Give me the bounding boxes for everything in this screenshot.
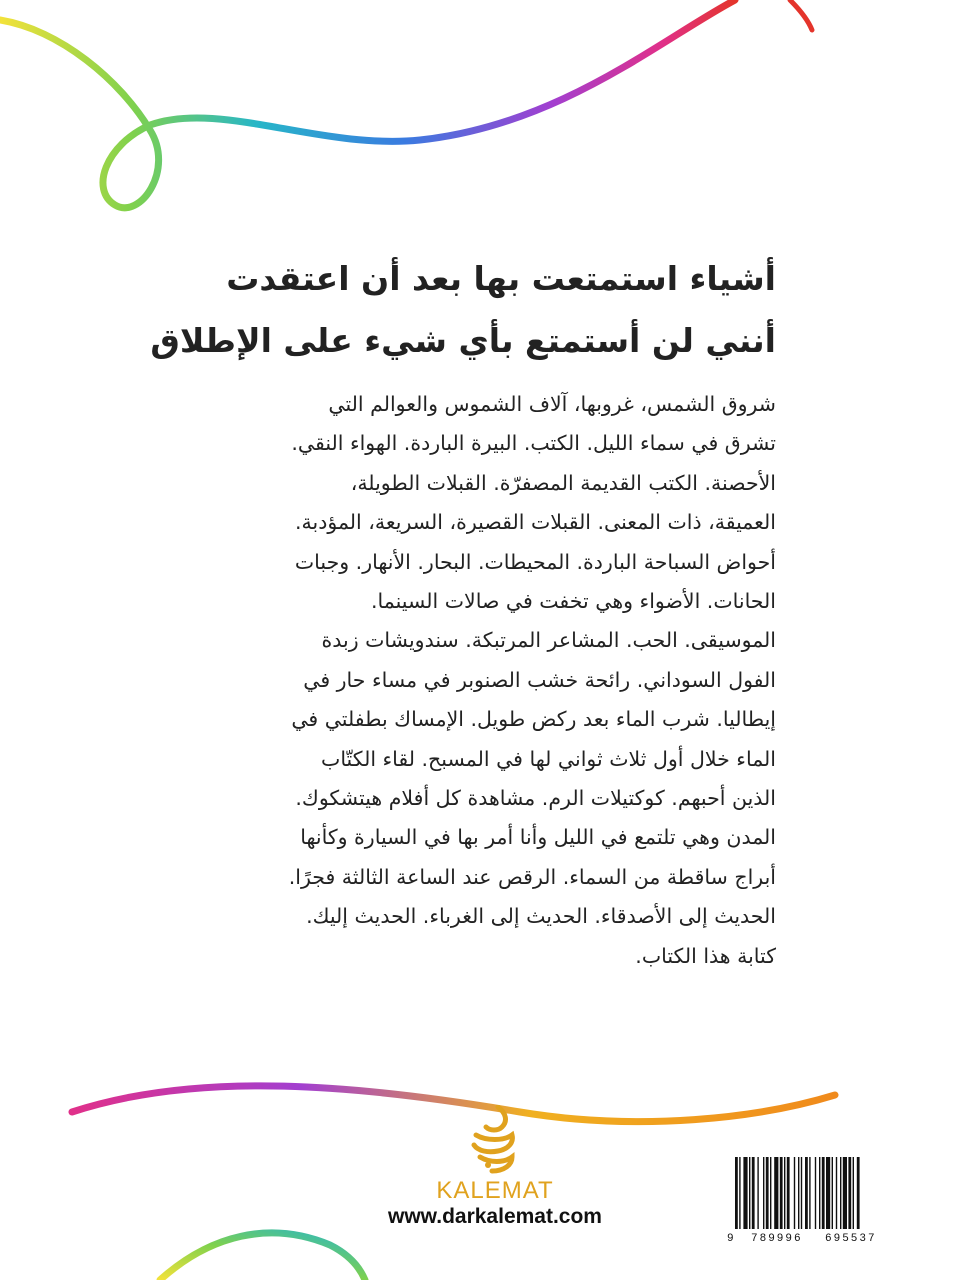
blurb-line: المدن وهي تلتمع في الليل وأنا أمر بها في السيارة وكأنها [300,825,776,850]
blurb-line: الموسيقى. الحب. المشاعر المرتبكة. سندويشات زبدة [321,628,776,653]
barcode-bar [784,1157,785,1229]
isbn-barcode [727,1157,897,1249]
barcode-bar [809,1157,810,1229]
barcode-bar [826,1157,830,1229]
barcode-bar [836,1157,837,1229]
blurb-line: أبراج ساقطة من السماء. الرقص عند الساعة الثالثة فجرًا. [288,864,776,889]
barcode-bar [780,1157,783,1229]
blurb-line: الأحصنة. الكتب القديمة المصفرّة. القبلات الطويلة، [350,470,776,495]
barcode-bar [735,1157,738,1229]
barcode-bar [822,1157,825,1229]
title-line: أنني لن أستمتع بأي شيء على الإطلاق [150,321,776,360]
blurb-line: الماء خلال أول ثلاث ثواني لها في المسبح. لقاء الكتّاب [321,746,776,771]
barcode-bar [752,1157,755,1229]
barcode-bar [794,1157,795,1229]
barcode-bar [843,1157,847,1229]
barcode-bar [805,1157,808,1229]
barcode-bar [763,1157,764,1229]
back-cover-title [150,248,776,372]
barcode-bar [766,1157,769,1229]
blurb-line: إيطاليا. شرب الماء بعد ركض طويل. الإمساك بطفلتي في [291,707,776,732]
blurb-line: العميقة، ذات المعنى. القبلات القصيرة، السريعة، المؤدبة. [295,510,776,535]
barcode-bar [757,1157,758,1229]
blurb-line: الفول السوداني. رائحة خشب الصنوبر في مساء حار في [303,667,776,692]
barcode-bar [787,1157,790,1229]
barcode-bar [819,1157,820,1229]
barcode-bar [774,1157,778,1229]
blurb-line: الذين أحبهم. كوكتيلات الرم. مشاهدة كل أفلام هيتشكوك. [295,786,776,811]
blurb-line: تشرق في سماء الليل. الكتب. البيرة الباردة. الهواء النقي. [291,431,776,456]
barcode-bar [743,1157,747,1229]
barcode-bar [832,1157,833,1229]
kalemat-calligraphy-icon [468,1105,520,1175]
barcode-bar [840,1157,841,1229]
barcode-first-digit: 9 [727,1233,734,1245]
barcode-bar [798,1157,799,1229]
blurb-line: كتابة هذا الكتاب. [635,943,776,968]
barcode-bar [770,1157,771,1229]
barcode-left-digits: 789996 [751,1233,803,1245]
blurb-line: الحديث إلى الأصدقاء. الحديث إلى الغرباء. الحديث إليك. [306,904,776,929]
blurb-paragraph [196,385,776,976]
title-line: أشياء استمتعت بها بعد أن اعتقدت [226,259,776,298]
barcode-bar [815,1157,816,1229]
blurb-line: الحانات. الأضواء وهي تخفت في صالات السينما. [371,589,776,614]
barcode-bars [735,1157,897,1229]
publisher-block [380,1105,610,1235]
publisher-website-link[interactable]: www.darkalemat.com [388,1205,602,1228]
barcode-bar [853,1157,854,1229]
barcode-bar [801,1157,802,1229]
barcode-right-digits: 695537 [825,1233,877,1245]
publisher-brand: KALEMAT [436,1177,554,1204]
barcode-bar [739,1157,740,1229]
blurb-line: أحواض السباحة الباردة. المحيطات. البحار. الأنهار. وجبات [294,549,776,574]
barcode-bar [848,1157,851,1229]
barcode-bar [857,1157,860,1229]
blurb-line: شروق الشمس، غروبها، آلاف الشموس والعوالم التي [328,392,776,416]
barcode-bar [749,1157,750,1229]
